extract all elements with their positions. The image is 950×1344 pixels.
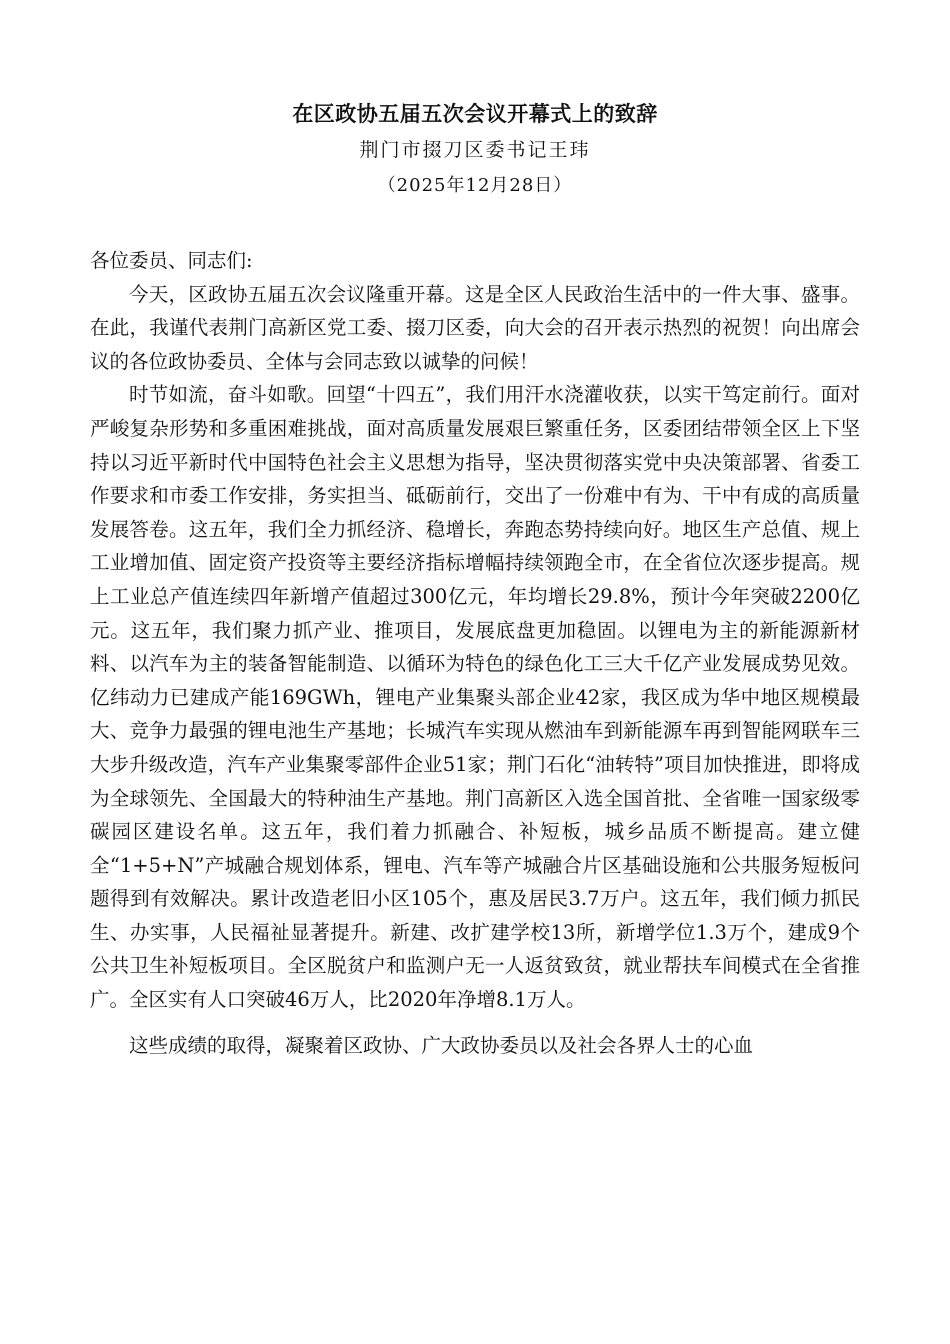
document-body: [90, 244, 860, 1062]
paragraph-acknowledgement: 这些成绩的取得，凝聚着区政协、广大政协委员以及社会各界人士的心血: [129, 1033, 754, 1057]
paragraph-achievements: 时节如流，奋斗如歌。回望“十四五”，我们用汗水浇灌收获，以实干笃定前行。面对严峻复杂形势和多重困难挑战，面对高质量发展艰巨繁重任务，区委团结带领全区上下坚持以习近平新时代中国特色社会主义思想为指导，坚决贯彻落实党中央决策部署、省委工作要求和市委工作安排，务实担当、砥砺前行，交出了一份难中有为、干中有成的高质量发展答卷。这五年，我们全力抓经济、稳增长，奔跑态势持续向好。地区生产总值、规上工业增加值、固定资产投资等主要经济指标增幅持续领跑全市，在全省位次逐步提高。规上工业总产值连续四年新增产值超过300亿元，年均增长29.8%，预计今年突破2200亿元。这五年，我们聚力抓产业、推项目，发展底盘更加稳固。以锂电为主的新能源新材料、以汽车为主的装备智能制造、以循环为特色的绿色化工三大千亿产业发展成势见效。亿纬动力已建成产能169GWh，锂电产业集聚头部企业42家，我区成为华中地区规模最大、竞争力最强的锂电池生产基地；长城汽车实现从燃油车到新能源车再到智能网联车三大步升级改造，汽车产业集聚零部件企业51家；荆门石化“油转特”项目加快推进，即将成为全球领先、全国最大的特种油生产基地。荆门高新区入选全国首批、全省唯一国家级零碳园区建设名单。这五年，我们着力抓融合、补短板，城乡品质不断提高。建立健全“1+5+N”产城融合规划体系，锂电、汽车等产城融合片区基础设施和公共服务短板问题得到有效解决。累计改造老旧小区105个，惠及居民3.7万户。这五年，我们倾力抓民生、办实事，人民福祉显著提升。新建、改扩建学校13所，新增学位1.3万个，建成9个公共卫生补短板项目。全区脱贫户和监测户无一人返贫致贫，就业帮扶车间模式在全省推广。全区实有人口突破46万人，比2020年净增8.1万人。: [90, 383, 860, 1012]
paragraph-opening: 今天，区政协五届五次会议隆重开幕。这是全区人民政治生活中的一件大事、盛事。在此，我谨代表荆门高新区党工委、掇刀区委，向大会的召开表示热烈的祝贺！向出席会议的各位政协委员、全体与会同志致以诚挚的问候！: [90, 282, 860, 373]
document-title: 在区政协五届五次会议开幕式上的致辞: [292, 101, 658, 126]
salutation: 各位委员、同志们:: [90, 249, 253, 272]
author-line: 荆门市掇刀区委书记王玮: [359, 139, 591, 161]
date-line: （2025年12月28日）: [377, 175, 573, 196]
